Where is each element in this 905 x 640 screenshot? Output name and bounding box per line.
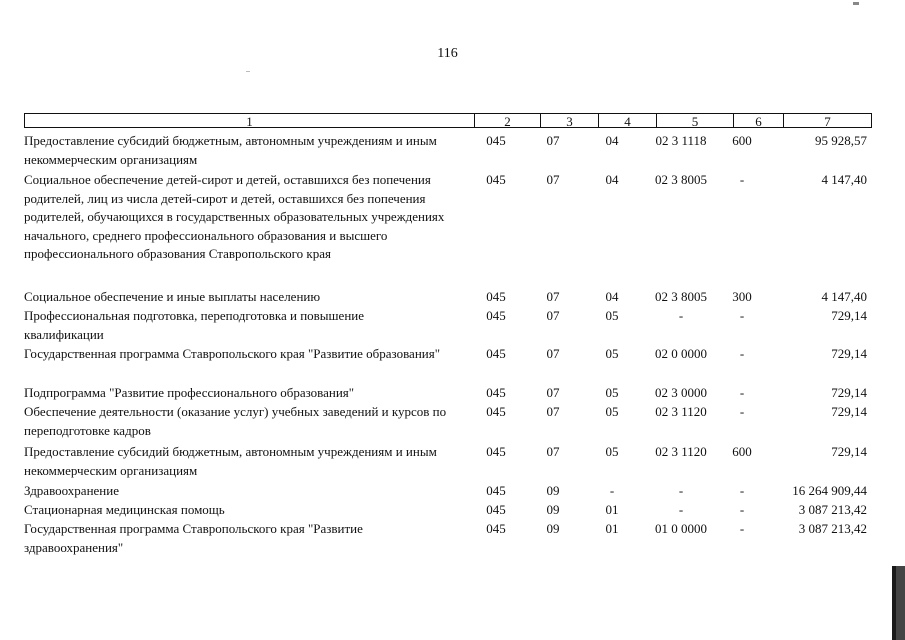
row-cs: 04 [605, 289, 619, 304]
row-pr: 07 [546, 444, 560, 459]
row-name: Социальное обеспечение и иные выплаты населению [24, 289, 321, 304]
row-sum: 729,14 [831, 346, 867, 361]
row-pr: 07 [546, 308, 560, 323]
row-rz: 045 [486, 289, 506, 304]
row-cs: 01 [605, 521, 619, 536]
row-vr: - [739, 483, 745, 498]
row-cs: 04 [605, 172, 619, 187]
row-pr: 07 [546, 172, 560, 187]
row-vr: - [739, 308, 745, 323]
row-kcs: 02 3 1120 [655, 444, 707, 459]
row-kcs: - [678, 483, 684, 498]
row-pr: 07 [546, 289, 560, 304]
row-name: Подпрограмма "Развитие профессионального образования" [24, 385, 355, 400]
row-name: Обеспечение деятельности (оказание услуг) учебных заведений и курсов по переподготовке кадров [24, 404, 447, 438]
header-col-6: 6 [733, 113, 783, 128]
row-kcs: 02 3 1118 [655, 133, 707, 148]
row-cs: 05 [605, 308, 619, 323]
row-rz: 045 [486, 172, 506, 187]
row-sum: 3 087 213,42 [798, 521, 867, 536]
header-col-3: 3 [540, 113, 598, 128]
row-cs: 01 [605, 502, 619, 517]
row-pr: 07 [546, 385, 560, 400]
row-name: Государственная программа Ставропольского края "Развитие образования" [24, 346, 441, 361]
row-kcs: 02 3 1120 [655, 404, 707, 419]
header-col-5: 5 [656, 113, 733, 128]
row-kcs: - [678, 502, 684, 517]
header-col-4: 4 [598, 113, 656, 128]
row-kcs: 02 3 8005 [655, 172, 707, 187]
row-kcs: - [678, 308, 684, 323]
row-sum: 729,14 [831, 444, 867, 459]
scan-edge-shadow [896, 566, 905, 640]
row-vr: 300 [732, 289, 752, 304]
row-pr: 07 [546, 133, 560, 148]
header-col-7: 7 [783, 113, 872, 128]
row-rz: 045 [486, 308, 506, 323]
row-sum: 729,14 [831, 404, 867, 419]
row-sum: 4 147,40 [821, 172, 867, 187]
row-rz: 045 [486, 483, 506, 498]
header-col-2: 2 [474, 113, 540, 128]
row-vr: - [739, 346, 745, 361]
row-rz: 045 [486, 502, 506, 517]
row-vr: - [739, 385, 745, 400]
row-sum: 3 087 213,42 [798, 502, 867, 517]
row-name: Предоставление субсидий бюджетным, автономным учреждениям и иным некоммерческим организациям [24, 444, 437, 478]
row-kcs: 01 0 0000 [655, 521, 707, 536]
row-vr: 600 [732, 444, 752, 459]
row-rz: 045 [486, 521, 506, 536]
row-kcs: 02 3 0000 [655, 385, 707, 400]
row-name: Государственная программа Ставропольского края "Развитие здравоохранения" [24, 521, 363, 555]
row-sum: 729,14 [831, 385, 867, 400]
row-name: Профессиональная подготовка, переподготовка и повышение квалификации [24, 308, 365, 342]
row-kcs: 02 0 0000 [655, 346, 707, 361]
row-name: Стационарная медицинская помощь [24, 502, 225, 517]
row-sum: 16 264 909,44 [792, 483, 867, 498]
row-pr: 07 [546, 404, 560, 419]
row-rz: 045 [486, 404, 506, 419]
row-vr: 600 [732, 133, 752, 148]
row-sum: 4 147,40 [821, 289, 867, 304]
row-name: Предоставление субсидий бюджетным, автономным учреждениям и иным некоммерческим организациям [24, 133, 437, 167]
row-vr: - [739, 521, 745, 536]
row-kcs: 02 3 8005 [655, 289, 707, 304]
row-cs: 05 [605, 444, 619, 459]
row-sum: 729,14 [831, 308, 867, 323]
row-vr: - [739, 404, 745, 419]
scan-speck [853, 2, 859, 5]
row-name: Здравоохранение [24, 483, 119, 498]
header-col-1: 1 [24, 113, 474, 128]
row-vr: - [739, 502, 745, 517]
row-pr: 07 [546, 346, 560, 361]
row-rz: 045 [486, 385, 506, 400]
page-number: 116 [437, 46, 458, 61]
row-rz: 045 [486, 346, 506, 361]
row-pr: 09 [546, 483, 560, 498]
row-cs: 05 [605, 404, 619, 419]
row-cs: - [609, 483, 615, 498]
row-name: Социальное обеспечение детей-сирот и детей, оставшихся без попечения родителей, лиц из числа детей-сирот и детей, оставшихся без попечения родителей, обучающихся в государственных образовательных учреждениях начального, среднего профессионального образования и высшего профессионального образования Ставропольского края [24, 172, 445, 261]
row-pr: 09 [546, 502, 560, 517]
row-sum: 95 928,57 [815, 133, 867, 148]
row-cs: 05 [605, 346, 619, 361]
row-pr: 09 [546, 521, 560, 536]
row-cs: 04 [605, 133, 619, 148]
row-rz: 045 [486, 444, 506, 459]
scan-dot [246, 71, 250, 72]
row-rz: 045 [486, 133, 506, 148]
row-cs: 05 [605, 385, 619, 400]
row-vr: - [739, 172, 745, 187]
